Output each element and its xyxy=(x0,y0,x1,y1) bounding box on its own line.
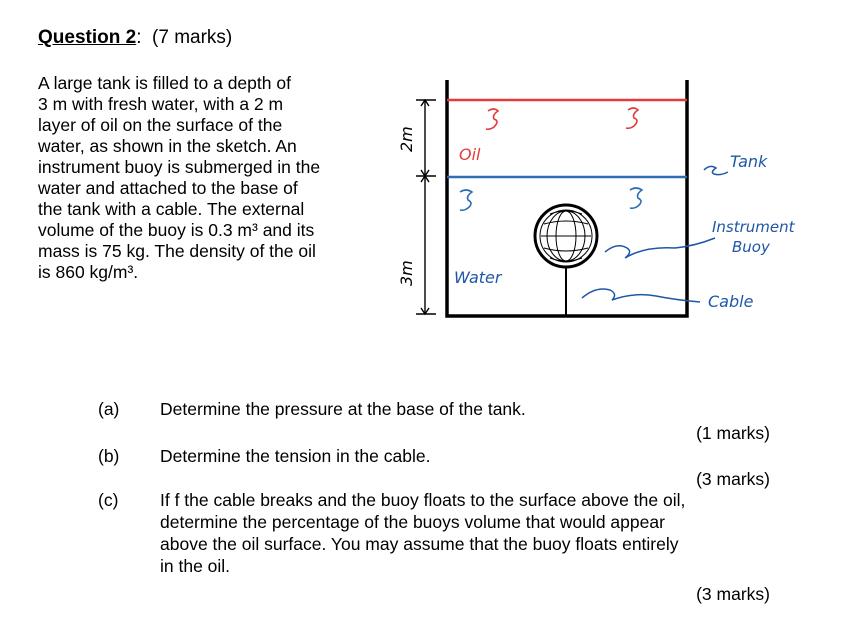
intro-line: instrument buoy is submerged in the xyxy=(38,157,321,177)
oil-label: Oil xyxy=(459,145,481,164)
question-label: Question 2 xyxy=(38,27,137,48)
water-wave-mark xyxy=(460,190,472,210)
intro-line: 3 m with fresh water, with a 2 m xyxy=(38,94,284,114)
intro-line: is 860 kg/m³. xyxy=(38,262,139,282)
dim-top-label: 2m xyxy=(397,126,416,152)
part-c-text: determine the percentage of the buoys volume that would appear xyxy=(160,512,665,532)
intro-line: water, as shown in the sketch. An xyxy=(38,136,297,156)
buoy-label-line1: Instrument xyxy=(712,218,795,236)
part-b-marks: (3 marks) xyxy=(696,469,770,489)
intro-line: layer of oil on the surface of the xyxy=(38,115,283,135)
oil-wave-mark xyxy=(486,109,498,129)
question-colon: : xyxy=(136,27,142,48)
part-c-text: in the oil. xyxy=(160,556,231,576)
part-c-text: If f the cable breaks and the buoy floats to the surface above the oil, xyxy=(160,490,686,510)
intro-line: the tank with a cable. The external xyxy=(38,199,305,219)
cable-label: Cable xyxy=(708,292,754,311)
part-a-marks: (1 marks) xyxy=(696,423,770,443)
question-marks: (7 marks) xyxy=(152,27,233,48)
buoy-label-line2: Buoy xyxy=(732,238,770,256)
water-wave-mark xyxy=(630,188,642,208)
intro-line: water and attached to the base of xyxy=(38,178,298,198)
part-b-text: Determine the tension in the cable. xyxy=(160,446,431,466)
part-a-label: (a) xyxy=(98,399,120,419)
tank-label: Tank xyxy=(730,152,768,171)
oil-wave-mark xyxy=(626,108,638,128)
part-b-label: (b) xyxy=(98,446,120,466)
tank-leader xyxy=(704,166,728,174)
dim-bottom-label: 3m xyxy=(397,260,416,286)
intro-line: A large tank is filled to a depth of xyxy=(38,73,291,93)
cable-leader xyxy=(582,289,700,302)
part-c-label: (c) xyxy=(98,490,119,510)
buoy-globe-icon xyxy=(535,205,597,267)
intro-line: mass is 75 kg. The density of the oil xyxy=(38,241,316,261)
intro-line: volume of the buoy is 0.3 m³ and its xyxy=(38,220,315,240)
part-a-text: Determine the pressure at the base of the tank. xyxy=(160,399,526,419)
part-c-marks: (3 marks) xyxy=(696,584,770,604)
buoy-leader xyxy=(605,238,715,258)
water-label: Water xyxy=(454,268,502,287)
dimension-markers xyxy=(416,100,436,314)
part-c-text: above the oil surface. You may assume that the buoy floats entirely xyxy=(160,534,679,554)
